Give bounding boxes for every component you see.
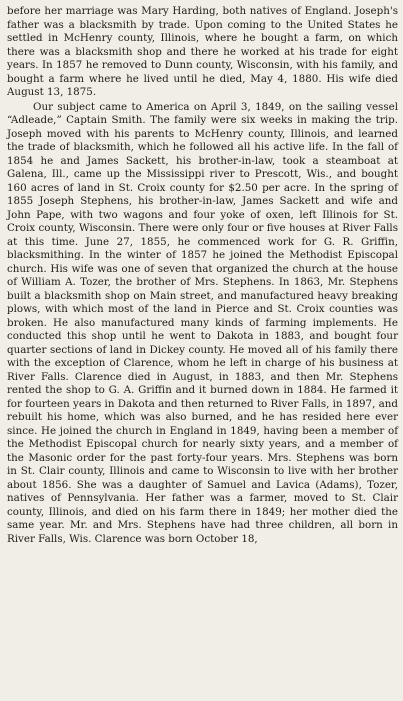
document-page	[7, 5, 398, 697]
paragraph-continuation: before her marriage was Mary Harding, both natives of England. Joseph's father was a blacksmith by trade. Upon coming to the United States he settled in McHenry county, Illinois, where he bought a farm, on which there was a blacksmith shop and there he worked at his trade for eight years. In 1857 he removed to Dunn county, Wisconsin, with his family, and bought a farm where he lived until he died, May 4, 1880. His wife died August 13, 1875.	[7, 5, 398, 98]
paragraph-biography: Our subject came to America on April 3, 1849, on the sailing vessel “Adleade,” Captain Smith. The family were six weeks in making the trip. Joseph moved with his parents to McHenry county, Illinois, and learned the trade of blacksmith, which he followed all his active life. In the fall of 1854 he and James Sackett, his brother-in-law, took a steamboat at Galena, Ill., came up the Mississippi river to Prescott, Wis., and bought 160 acres of land in St. Croix county for $2.50 per acre. In the spring of 1855 Joseph Stephens, his brother-in-law, James Sackett and wife and John Pape, with two wagons and four yoke of oxen, left Illinois for St. Croix county, Wisconsin. There were only four or five houses at River Falls at this time. June 27, 1855, he commenced work for G. R. Griffin, blacksmithing. In the winter of 1857 he joined the Methodist Episcopal church. His wife was one of seven that organized the church at the house of William A. Tozer, the brother of Mrs. Stephens. In 1863, Mr. Stephens built a blacksmith shop on Main street, and manufactured heavy breaking plows, with which most of the land in Pierce and St. Croix counties was broken. He also manufactured many kinds of farming implements. He conducted this shop until he went to Dakota in 1883, and bought four quarter sections of land in Dickey county. He moved all of his family there with the exception of Clarence, whom he left in charge of his business at River Falls. Clarence died in August, in 1883, and then Mr. Stephens rented the shop to G. A. Griffin and it burned down in 1884. He farmed it for fourteen years in Dakota and then returned to River Falls, in 1897, and rebuilt his home, which was also burned, and he has resided here ever since. He joined the church in England in 1849, having been a member of the Methodist Episcopal church for nearly sixty years, and a member of the Masonic order for the past forty-four years. Mrs. Stephens was born in St. Clair county, Illinois and came to Wisconsin to live with her brother about 1856. She was a daughter of Samuel and Lavica (Adams), Tozer, natives of Pennsylvania. Her father was a farmer, moved to St. Clair county, Illinois, and died on his farm there in 1849; her mother died the same year. Mr. and Mrs. Stephens have had three children, all born in River Falls, Wis. Clarence was born October 18,	[7, 100, 398, 545]
